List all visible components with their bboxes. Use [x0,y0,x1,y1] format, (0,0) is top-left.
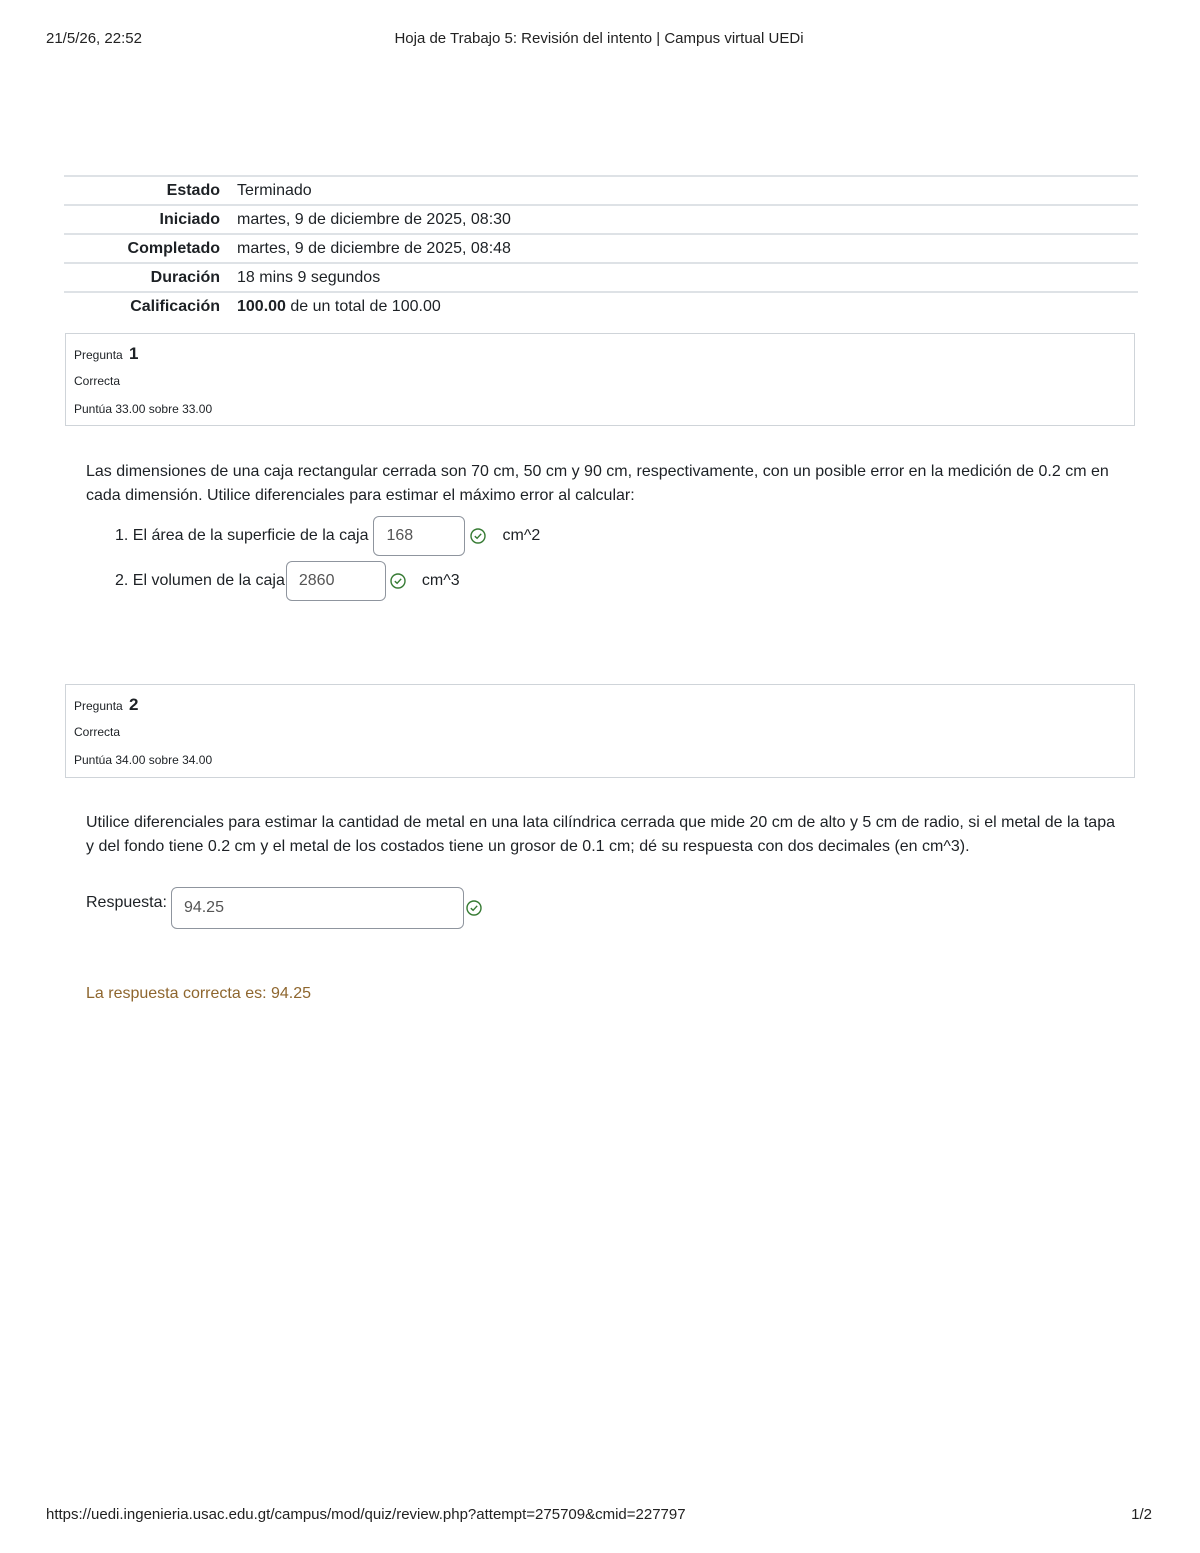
question-number [74,695,139,715]
print-url: https://uedi.ingenieria.usac.edu.gt/campus/mod/quiz/review.php?attempt=275709&cmid=227797 [46,1506,686,1523]
summary-label: Duración [150,268,220,286]
answer-input[interactable]: 94.25 [171,887,464,929]
check-circle-icon [470,528,486,544]
answer-input[interactable]: 2860 [286,561,386,601]
print-page-title: Hoja de Trabajo 5: Revisión del intento | Campus virtual UEDi [394,30,804,47]
print-datetime: 21/5/26, 22:52 [46,30,142,47]
question-state: Correcta [74,725,121,739]
question-2-info [65,684,1135,778]
summary-row-completado [64,233,1138,262]
summary-row-iniciado [64,204,1138,233]
correct-answer-feedback: La respuesta correcta es: 94.25 [86,985,312,1002]
question-number-value: 2 [129,695,139,714]
part-unit: cm^3 [421,572,460,589]
part-unit: cm^2 [502,527,541,544]
check-circle-icon [466,900,482,916]
summary-row-estado [64,175,1138,204]
question-1-info [65,333,1135,426]
question-grade: Puntúa 34.00 sobre 34.00 [74,753,213,767]
part-prompt: 2. El volumen de la caja [115,572,285,589]
summary-value: 18 mins 9 segundos [237,268,381,286]
question-2-answer [86,887,482,929]
summary-label: Estado [166,181,220,199]
summary-row-calificacion [64,291,1138,320]
print-header [46,30,1152,50]
check-circle-icon [390,573,406,589]
question-1-text: Las dimensiones de una caja rectangular cerrada son 70 cm, 50 cm y 90 cm, respectivamente, con un posible error en la medición de 0.2 cm en cada dimensión. Utilice diferenciales para estimar el máximo error al calcular: [86,463,1109,504]
question-label: Pregunta [74,348,123,362]
question-2-text: Utilice diferenciales para estimar la cantidad de metal en una lata cilíndrica cerrada que mide 20 cm de alto y 5 cm de radio, si el metal de la tapa y del fondo tiene 0.2 cm y el metal de los costados tiene un grosor de 0.1 cm; dé su respuesta con dos decimales (en cm^3). [86,814,1115,855]
print-page-number: 1/2 [1131,1506,1152,1523]
grade-score: 100.00 [237,297,286,315]
summary-value [237,298,441,316]
answer-label: Respuesta: [86,894,167,911]
question-number [74,344,139,364]
summary-row-duracion [64,262,1138,291]
question-label: Pregunta [74,699,123,713]
question-number-value: 1 [129,344,139,363]
question-grade: Puntúa 33.00 sobre 33.00 [74,402,213,416]
attempt-summary-table [64,175,1138,320]
summary-value: Terminado [237,181,312,199]
summary-value: martes, 9 de diciembre de 2025, 08:48 [237,239,511,257]
summary-label: Iniciado [159,210,220,228]
summary-value: martes, 9 de diciembre de 2025, 08:30 [237,210,511,228]
question-1-part-1 [115,516,540,556]
question-state: Correcta [74,374,121,388]
part-prompt: 1. El área de la superficie de la caja [115,527,369,544]
question-1-part-2 [115,561,460,601]
answer-input[interactable]: 168 [373,516,465,556]
grade-total: de un total de 100.00 [285,297,441,315]
summary-label: Completado [127,239,220,257]
summary-label: Calificación [130,297,220,315]
print-footer [46,1506,1152,1526]
